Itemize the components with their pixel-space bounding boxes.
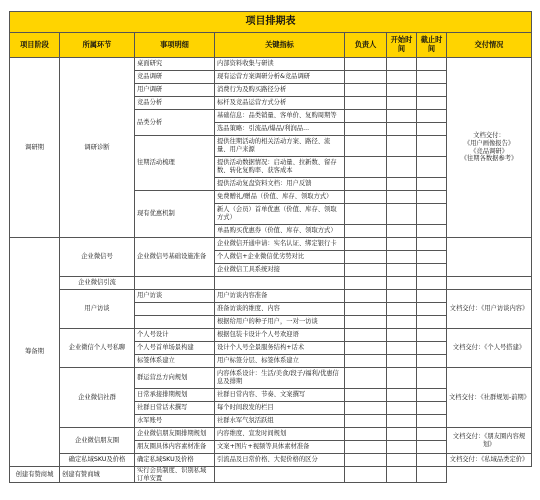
header-item: 事项明细 <box>135 33 215 58</box>
schedule-sheet <box>9 11 531 483</box>
delivery-sku: 文档交付：《私域品类定价》 <box>447 454 532 467</box>
section-community: 企业微信社群 <box>60 368 135 428</box>
section-traffic: 企业微信引流 <box>60 277 135 290</box>
delivery-research: 文档交付： 《用户画像报告》 《竞品调研》 《往期各数据参考》 <box>447 58 532 238</box>
kpi-cell: 基础信息：品类销量、客单价、复购周期等 <box>215 110 345 123</box>
kpi-cell: 用户访谈内容准备 <box>215 290 345 303</box>
phase-research: 调研期 <box>10 58 60 238</box>
header-end: 截止时间 <box>417 33 447 58</box>
kpi-cell: 企业微信开通申请：实名认证、绑定银行卡 <box>215 238 345 251</box>
item-cell: 创建有赞商城 <box>60 467 135 483</box>
kpi-cell: 社群日常内容、节奏、文案撰写 <box>215 389 345 402</box>
item-cell: 个人号设计 <box>135 329 215 342</box>
item-cell: 竞品调研 <box>135 71 215 84</box>
item-cell: 现有优惠机制 <box>135 191 215 238</box>
item-cell: 日常承接排期规划 <box>135 389 215 402</box>
item-cell: 个人号首单场景构建 <box>135 342 215 355</box>
item-cell: 企业微信朋友圈排期规划 <box>135 428 215 441</box>
kpi-cell: 内部资料收集与研读 <box>215 58 345 71</box>
delivery-interview: 文档交付：《用户访谈内容》 <box>447 290 532 329</box>
section-wecom: 企业微信号 <box>60 238 135 277</box>
kpi-cell: 实行会员制度、识别私域订单安置 <box>135 467 215 483</box>
header-delivery: 交付情况 <box>447 33 532 58</box>
header-kpi: 关键指标 <box>215 33 345 58</box>
item-cell: 朋友圈具体内容素材准备 <box>135 441 215 454</box>
section-mall: 创建有赞商城 <box>10 467 60 483</box>
schedule-table <box>9 11 532 483</box>
kpi-cell: 设计个人号全景服务结构+话术 <box>215 342 345 355</box>
table-title: 项目排期表 <box>10 12 532 33</box>
item-cell: 水军账号 <box>135 415 215 428</box>
item-cell: 企业微信号基础设施准备 <box>135 238 215 277</box>
kpi-cell: 社群水军气氛活跃组 <box>215 415 345 428</box>
item-cell: 桌面研究 <box>135 58 215 71</box>
kpi-cell: 消费行为及购买路径分析 <box>215 84 345 97</box>
kpi-cell: 现有运营方案调研分析&竞品调研 <box>215 71 345 84</box>
kpi-cell: 每个时间段发的栏目 <box>215 402 345 415</box>
section-private-chat: 企业微信个人号私聊 <box>60 329 135 368</box>
kpi-cell: 提供活动数据情况：启动量、拉新数、留存数、转化复购率、获客成本 <box>215 157 345 178</box>
item-cell: 用户调研 <box>135 84 215 97</box>
item-cell: 确定私域SKU及价格 <box>135 454 215 467</box>
header-section: 所属环节 <box>60 33 135 58</box>
section-diagnosis: 调研诊断 <box>60 58 135 238</box>
kpi-cell: 新人（会员）首单优惠（价值、库存、领取方式） <box>215 204 345 225</box>
kpi-cell: 根据包装卡设计个人号欢迎语 <box>215 329 345 342</box>
kpi-cell: 提供活动复盘资料文档：用户反馈 <box>215 178 345 191</box>
item-cell: 品类分析 <box>135 110 215 136</box>
kpi-cell: 选品策略：引流品/爆品/利润品... <box>215 123 345 136</box>
kpi-cell: 准备访谈的维度、内容 <box>215 303 345 316</box>
kpi-cell: 标杆及竞品运营方式分析 <box>215 97 345 110</box>
item-cell: 竞品分析 <box>135 97 215 110</box>
kpi-cell: 内容维度、宣发时间规划 <box>215 428 345 441</box>
delivery-personal: 文档交付：《个人号搭建》 <box>447 329 532 368</box>
header-start: 开始时间 <box>387 33 417 58</box>
section-interview: 用户访谈 <box>60 290 135 329</box>
header-owner: 负责人 <box>345 33 387 58</box>
section-moments: 企业微信朋友圈 <box>60 428 135 454</box>
kpi-cell: 文案+图片+视频等具体素材准备 <box>215 441 345 454</box>
kpi-cell: 引流品及日常价格、大促价格的区分 <box>215 454 345 467</box>
delivery-community: 文档交付：《社群规划-前期》 <box>447 368 532 428</box>
kpi-cell: 内容体系设计：生活/美食/段子/福利/优惠信息及排期 <box>215 368 345 389</box>
kpi-cell: 企业微信工具系统对接 <box>215 264 345 277</box>
item-cell: 往期活动梳理 <box>135 136 215 191</box>
item-cell: 标签体系建立 <box>135 355 215 368</box>
kpi-cell: 提供往期活动的相关活动方案、路径、流量、用户来源 <box>215 136 345 157</box>
kpi-cell: 单品购买优惠券（价值、库存、领取方式） <box>215 225 345 238</box>
kpi-cell: 个人微信+企业微信优劣势对比 <box>215 251 345 264</box>
item-cell: 群运营总方向规划 <box>135 368 215 389</box>
section-sku: 确定私域SKU及价格 <box>60 454 135 467</box>
delivery-moments: 文档交付：《朋友圈内容规划》 <box>447 428 532 454</box>
kpi-cell: 用户标签分层、标签体系建立 <box>215 355 345 368</box>
kpi-cell: 根据给用户的种子用户，一对一访谈 <box>215 316 345 329</box>
kpi-cell: 免费赠礼/赠品（价值、库存、领取方式） <box>215 191 345 204</box>
phase-prep: 筹备期 <box>10 238 60 467</box>
item-cell: 社群日常话术撰写 <box>135 402 215 415</box>
item-cell: 用户访谈 <box>135 290 215 303</box>
header-phase: 项目阶段 <box>10 33 60 58</box>
